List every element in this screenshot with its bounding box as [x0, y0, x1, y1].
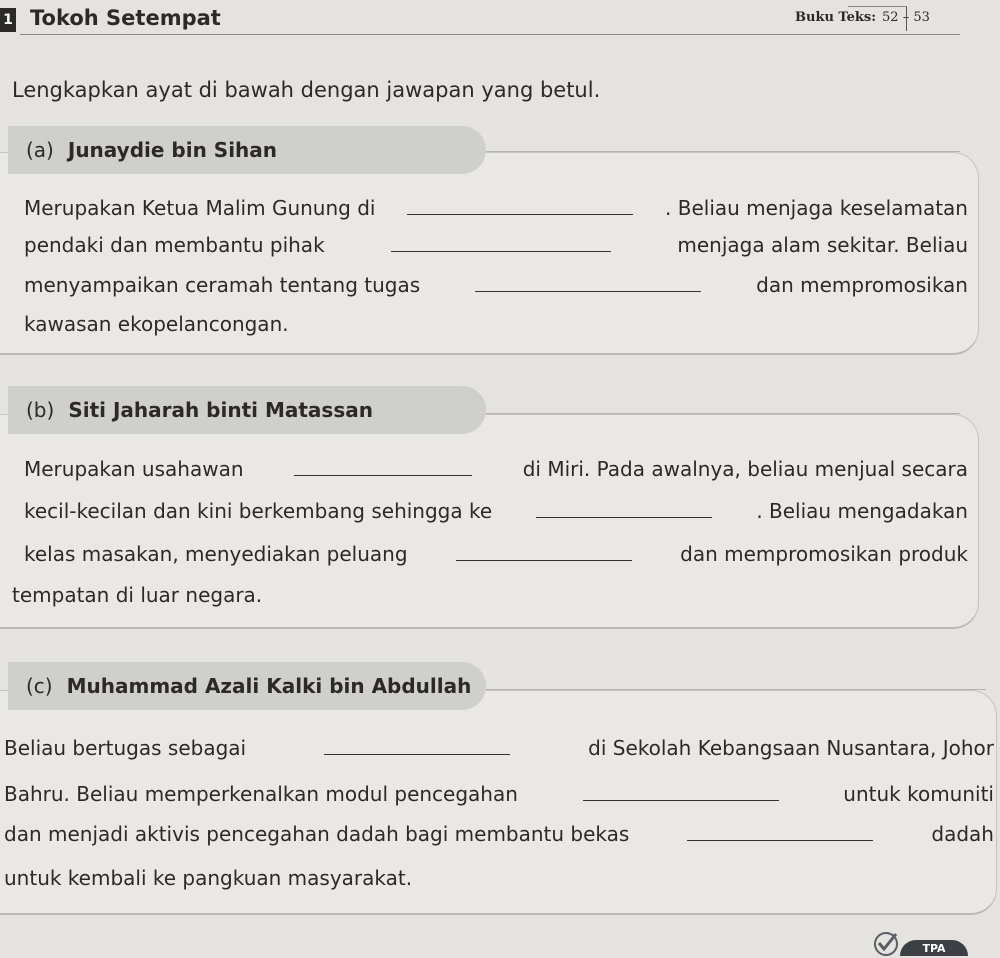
section-a-name: Junaydie bin Sihan [67, 138, 278, 162]
section-c-line-2 [4, 782, 994, 806]
answer-blank[interactable] [324, 753, 510, 755]
tpa-badge: TPA [900, 940, 968, 956]
sentence-text: dan menjadi aktivis pencegahan dadah bagi membantu bekas [4, 822, 630, 846]
section-b-rule [486, 413, 960, 414]
sentence-text: Bahru. Beliau memperkenalkan modul pencegahan [4, 782, 518, 806]
section-a-line-3 [24, 273, 968, 297]
section-b-letter: (b) [26, 398, 55, 422]
sentence-text: untuk kembali ke pangkuan masyarakat. [4, 866, 413, 890]
section-a-line-4 [24, 312, 968, 336]
section-c-heading [26, 662, 471, 710]
textbook-pages: 52 – 53 [882, 10, 930, 25]
page-marker: 1 [0, 8, 16, 32]
checkmark-icon [872, 930, 902, 956]
section-c-tab [8, 662, 486, 710]
answer-blank[interactable] [456, 559, 632, 561]
sentence-text: kecil-kecilan dan kini berkembang sehingga ke [24, 499, 493, 523]
instruction-text: Lengkapkan ayat di bawah dengan jawapan yang betul. [12, 78, 601, 102]
answer-blank[interactable] [536, 516, 712, 518]
sentence-text: menyampaikan ceramah tentang tugas [24, 273, 421, 297]
chapter-title: Tokoh Setempat [30, 6, 221, 30]
textbook-label: Buku Teks: [795, 10, 877, 25]
answer-blank[interactable] [294, 474, 472, 476]
sentence-text: untuk komuniti [843, 782, 994, 806]
section-b-name: Siti Jaharah binti Matassan [68, 398, 373, 422]
section-b-line-2 [24, 499, 968, 523]
sentence-text: menjaga alam sekitar. Beliau [677, 233, 968, 257]
section-c-line-3 [4, 822, 994, 846]
section-c-line-4 [4, 866, 948, 890]
sentence-text: dan mempromosikan produk [680, 542, 968, 566]
sentence-text: Beliau bertugas sebagai [4, 736, 247, 760]
section-a-rule [486, 151, 960, 152]
section-a-letter: (a) [26, 138, 54, 162]
section-b-tab [8, 386, 486, 434]
answer-blank[interactable] [391, 250, 611, 252]
sentence-text: kawasan ekopelancongan. [24, 312, 289, 336]
section-b-heading [26, 386, 373, 434]
tpa-logo [872, 930, 968, 956]
sentence-text: pendaki dan membantu pihak [24, 233, 325, 257]
answer-blank[interactable] [475, 290, 701, 292]
answer-blank[interactable] [583, 799, 779, 801]
sentence-text: kelas masakan, menyediakan peluang [24, 542, 408, 566]
sentence-text: dadah [931, 822, 994, 846]
section-c-letter: (c) [26, 674, 53, 698]
section-a-line-1 [24, 196, 968, 220]
sentence-text: di Miri. Pada awalnya, beliau menjual secara [522, 457, 968, 481]
sentence-text: dan mempromosikan [756, 273, 968, 297]
answer-blank[interactable] [407, 213, 633, 215]
section-a-tab [8, 126, 486, 174]
sentence-text: Merupakan Ketua Malim Gunung di [24, 196, 376, 220]
section-b-line-3 [24, 542, 968, 566]
section-b-line-1 [24, 457, 968, 481]
sentence-text: . Beliau mengadakan [756, 499, 968, 523]
section-b-line-4 [12, 583, 956, 607]
sentence-text: di Sekolah Kebangsaan Nusantara, Johor [588, 736, 994, 760]
section-a-heading [26, 126, 277, 174]
section-c-line-1 [4, 736, 994, 760]
sentence-text: tempatan di luar negara. [12, 583, 263, 607]
sentence-text: Merupakan usahawan [24, 457, 244, 481]
textbook-reference-frame [848, 6, 907, 31]
section-a-line-2 [24, 233, 968, 257]
answer-blank[interactable] [687, 839, 873, 841]
header-divider [20, 34, 960, 35]
section-c-name: Muhammad Azali Kalki bin Abdullah [66, 674, 472, 698]
section-c-rule [486, 689, 986, 690]
sentence-text: . Beliau menjaga keselamatan [665, 196, 968, 220]
